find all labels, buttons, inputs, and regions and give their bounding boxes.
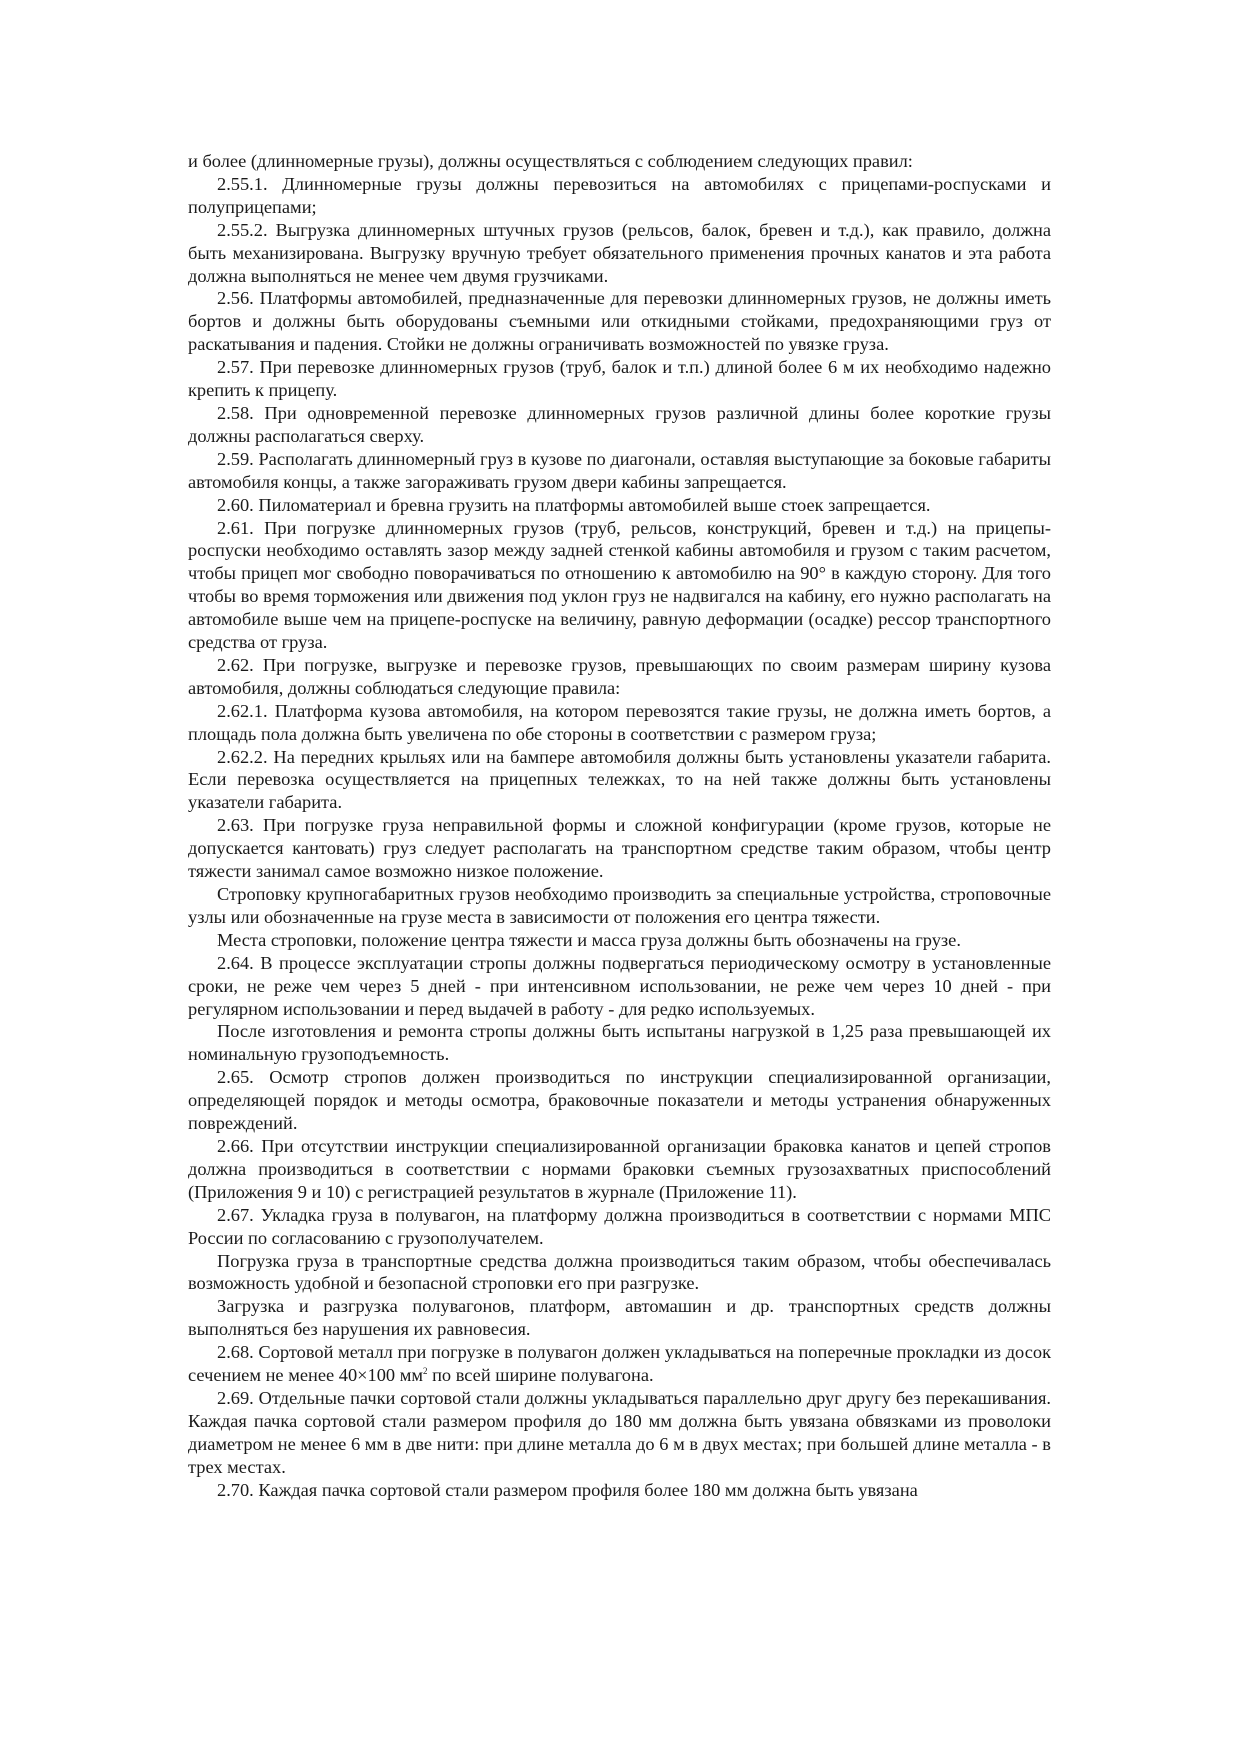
paragraph-2-58: 2.58. При одновременной перевозке длинномерных грузов различной длины более короткие грузы должны располагаться сверху. bbox=[188, 402, 1051, 446]
superscript-2: 2 bbox=[422, 1366, 428, 1377]
paragraph-2-55-1: 2.55.1. Длинномерные грузы должны перевозиться на автомобилях с прицепами-роспусками и полуприцепами; bbox=[188, 173, 1051, 217]
paragraph-2-68-text: 2.68. Сортовой металл при погрузке в полувагон должен укладываться на поперечные прокладки из досок сечением не менее 40×100 мм bbox=[188, 1342, 1051, 1386]
paragraph-slinging-marks: Места строповки, положение центра тяжести и масса груза должны быть обозначены на грузе. bbox=[217, 929, 961, 950]
paragraph-2-69: 2.69. Отдельные пачки сортовой стали должны укладываться параллельно друг другу без перекашивания. Каждая пачка сортовой стали размером профиля до 180 мм должна быть увязана обвязками из проволоки диаметром не менее 6 мм в две нити: при длине металла до 6 м в двух местах; при большей длине металла - в трех местах. bbox=[188, 1387, 1051, 1477]
paragraph-2-64: 2.64. В процессе эксплуатации стропы должны подвергаться периодическому осмотру в установленные сроки, не реже чем через 5 дней - при интенсивном использовании, не реже чем через 10 дней - при регулярном использовании и перед выдачей в работу - для редко используемых. bbox=[188, 952, 1051, 1019]
paragraph-2-61: 2.61. При погрузке длинномерных грузов (труб, рельсов, конструкций, бревен и т.д.) на прицепы-роспуски необходимо оставлять зазор между задней стенкой кабины автомобиля и грузом с таким расчетом, чтобы прицеп мог свободно поворачиваться по отношению к автомобилю на 90° в каждую сторону. Для того чтобы во время торможения или движения под уклон груз не надвигался на кабину, его нужно располагать на автомобиле выше чем на прицепе-роспуске на величину, равную деформации (осадке) рессор транспортного средства от груза. bbox=[188, 517, 1051, 653]
paragraph-continuation: и более (длинномерные грузы), должны осуществляться с соблюдением следующих правил: bbox=[188, 151, 913, 171]
paragraph-2-66: 2.66. При отсутствии инструкции специализированной организации браковка канатов и цепей стропов должна производиться в соответствии с нормами браковки съемных грузозахватных приспособлений (Приложения 9 и 10) с регистрацией результатов в журнале (Приложение 11). bbox=[188, 1135, 1051, 1202]
paragraph-2-67: 2.67. Укладка груза в полувагон, на платформу должна производиться в соответствии с нормами МПС России по согласованию с грузополучателем. bbox=[188, 1204, 1051, 1248]
document-page bbox=[188, 150, 1051, 1501]
paragraph-2-62-1: 2.62.1. Платформа кузова автомобиля, на котором перевозятся такие грузы, не должна иметь бортов, а площадь пола должна быть увеличена по обе стороны в соответствии с размером груза; bbox=[188, 700, 1051, 744]
paragraph-unloading: Загрузка и разгрузка полувагонов, платформ, автомашин и др. транспортных средств должны выполняться без нарушения их равновесия. bbox=[188, 1296, 1051, 1340]
paragraph-2-68-tail: по всей ширине полувагона. bbox=[427, 1365, 654, 1386]
paragraph-2-59: 2.59. Располагать длинномерный груз в кузове по диагонали, оставляя выступающие за боковые габариты автомобиля концы, а также загораживать грузом двери кабины запрещается. bbox=[188, 448, 1051, 492]
paragraph-2-55-2: 2.55.2. Выгрузка длинномерных штучных грузов (рельсов, балок, бревен и т.д.), как правило, должна быть механизирована. Выгрузку вручную требует обязательного применения прочных канатов и эта работа должна выполняться не менее чем двумя грузчиками. bbox=[188, 219, 1051, 286]
paragraph-2-68 bbox=[188, 1341, 1051, 1387]
paragraph-2-65: 2.65. Осмотр стропов должен производиться по инструкции специализированной организации, определяющей порядок и методы осмотра, браковочные показатели и методы устранения обнаруженных повреждений. bbox=[188, 1067, 1051, 1134]
paragraph-2-57: 2.57. При перевозке длинномерных грузов (труб, балок и т.п.) длиной более 6 м их необходимо надежно крепить к прицепу. bbox=[188, 357, 1051, 401]
paragraph-2-63: 2.63. При погрузке груза неправильной формы и сложной конфигурации (кроме грузов, которые не допускается кантовать) груз следует располагать на транспортном средстве таким образом, чтобы центр тяжести занимал самое возможно низкое положение. bbox=[188, 815, 1051, 882]
paragraph-2-62-2: 2.62.2. На передних крыльях или на бампере автомобиля должны быть установлены указатели габарита. Если перевозка осуществляется на прицепных тележках, то на ней также должны быть установлены указатели габарита. bbox=[188, 746, 1051, 813]
paragraph-2-62: 2.62. При погрузке, выгрузке и перевозке грузов, превышающих по своим размерам ширину кузова автомобиля, должны соблюдаться следующие правила: bbox=[188, 654, 1051, 698]
paragraph-loading: Погрузка груза в транспортные средства должна производиться таким образом, чтобы обеспечивалась возможность удобной и безопасной строповки его при разгрузке. bbox=[188, 1250, 1051, 1294]
paragraph-2-56: 2.56. Платформы автомобилей, предназначенные для перевозки длинномерных грузов, не должны иметь бортов и должны быть оборудованы съемными или откидными стойками, предохраняющими груз от раскатывания и падения. Стойки не должны ограничивать возможностей по увязке груза. bbox=[188, 288, 1051, 355]
paragraph-slinging: Строповку крупногабаритных грузов необходимо производить за специальные устройства, строповочные узлы или обозначенные на грузе места в зависимости от положения его центра тяжести. bbox=[188, 884, 1051, 927]
paragraph-2-60: 2.60. Пиломатериал и бревна грузить на платформы автомобилей выше стоек запрещается. bbox=[217, 494, 931, 515]
paragraph-sling-testing: После изготовления и ремонта стропы должны быть испытаны нагрузкой в 1,25 раза превышающей их номинальную грузоподъемность. bbox=[188, 1021, 1051, 1065]
paragraph-2-70: 2.70. Каждая пачка сортовой стали размером профиля более 180 мм должна быть увязана bbox=[217, 1479, 918, 1500]
